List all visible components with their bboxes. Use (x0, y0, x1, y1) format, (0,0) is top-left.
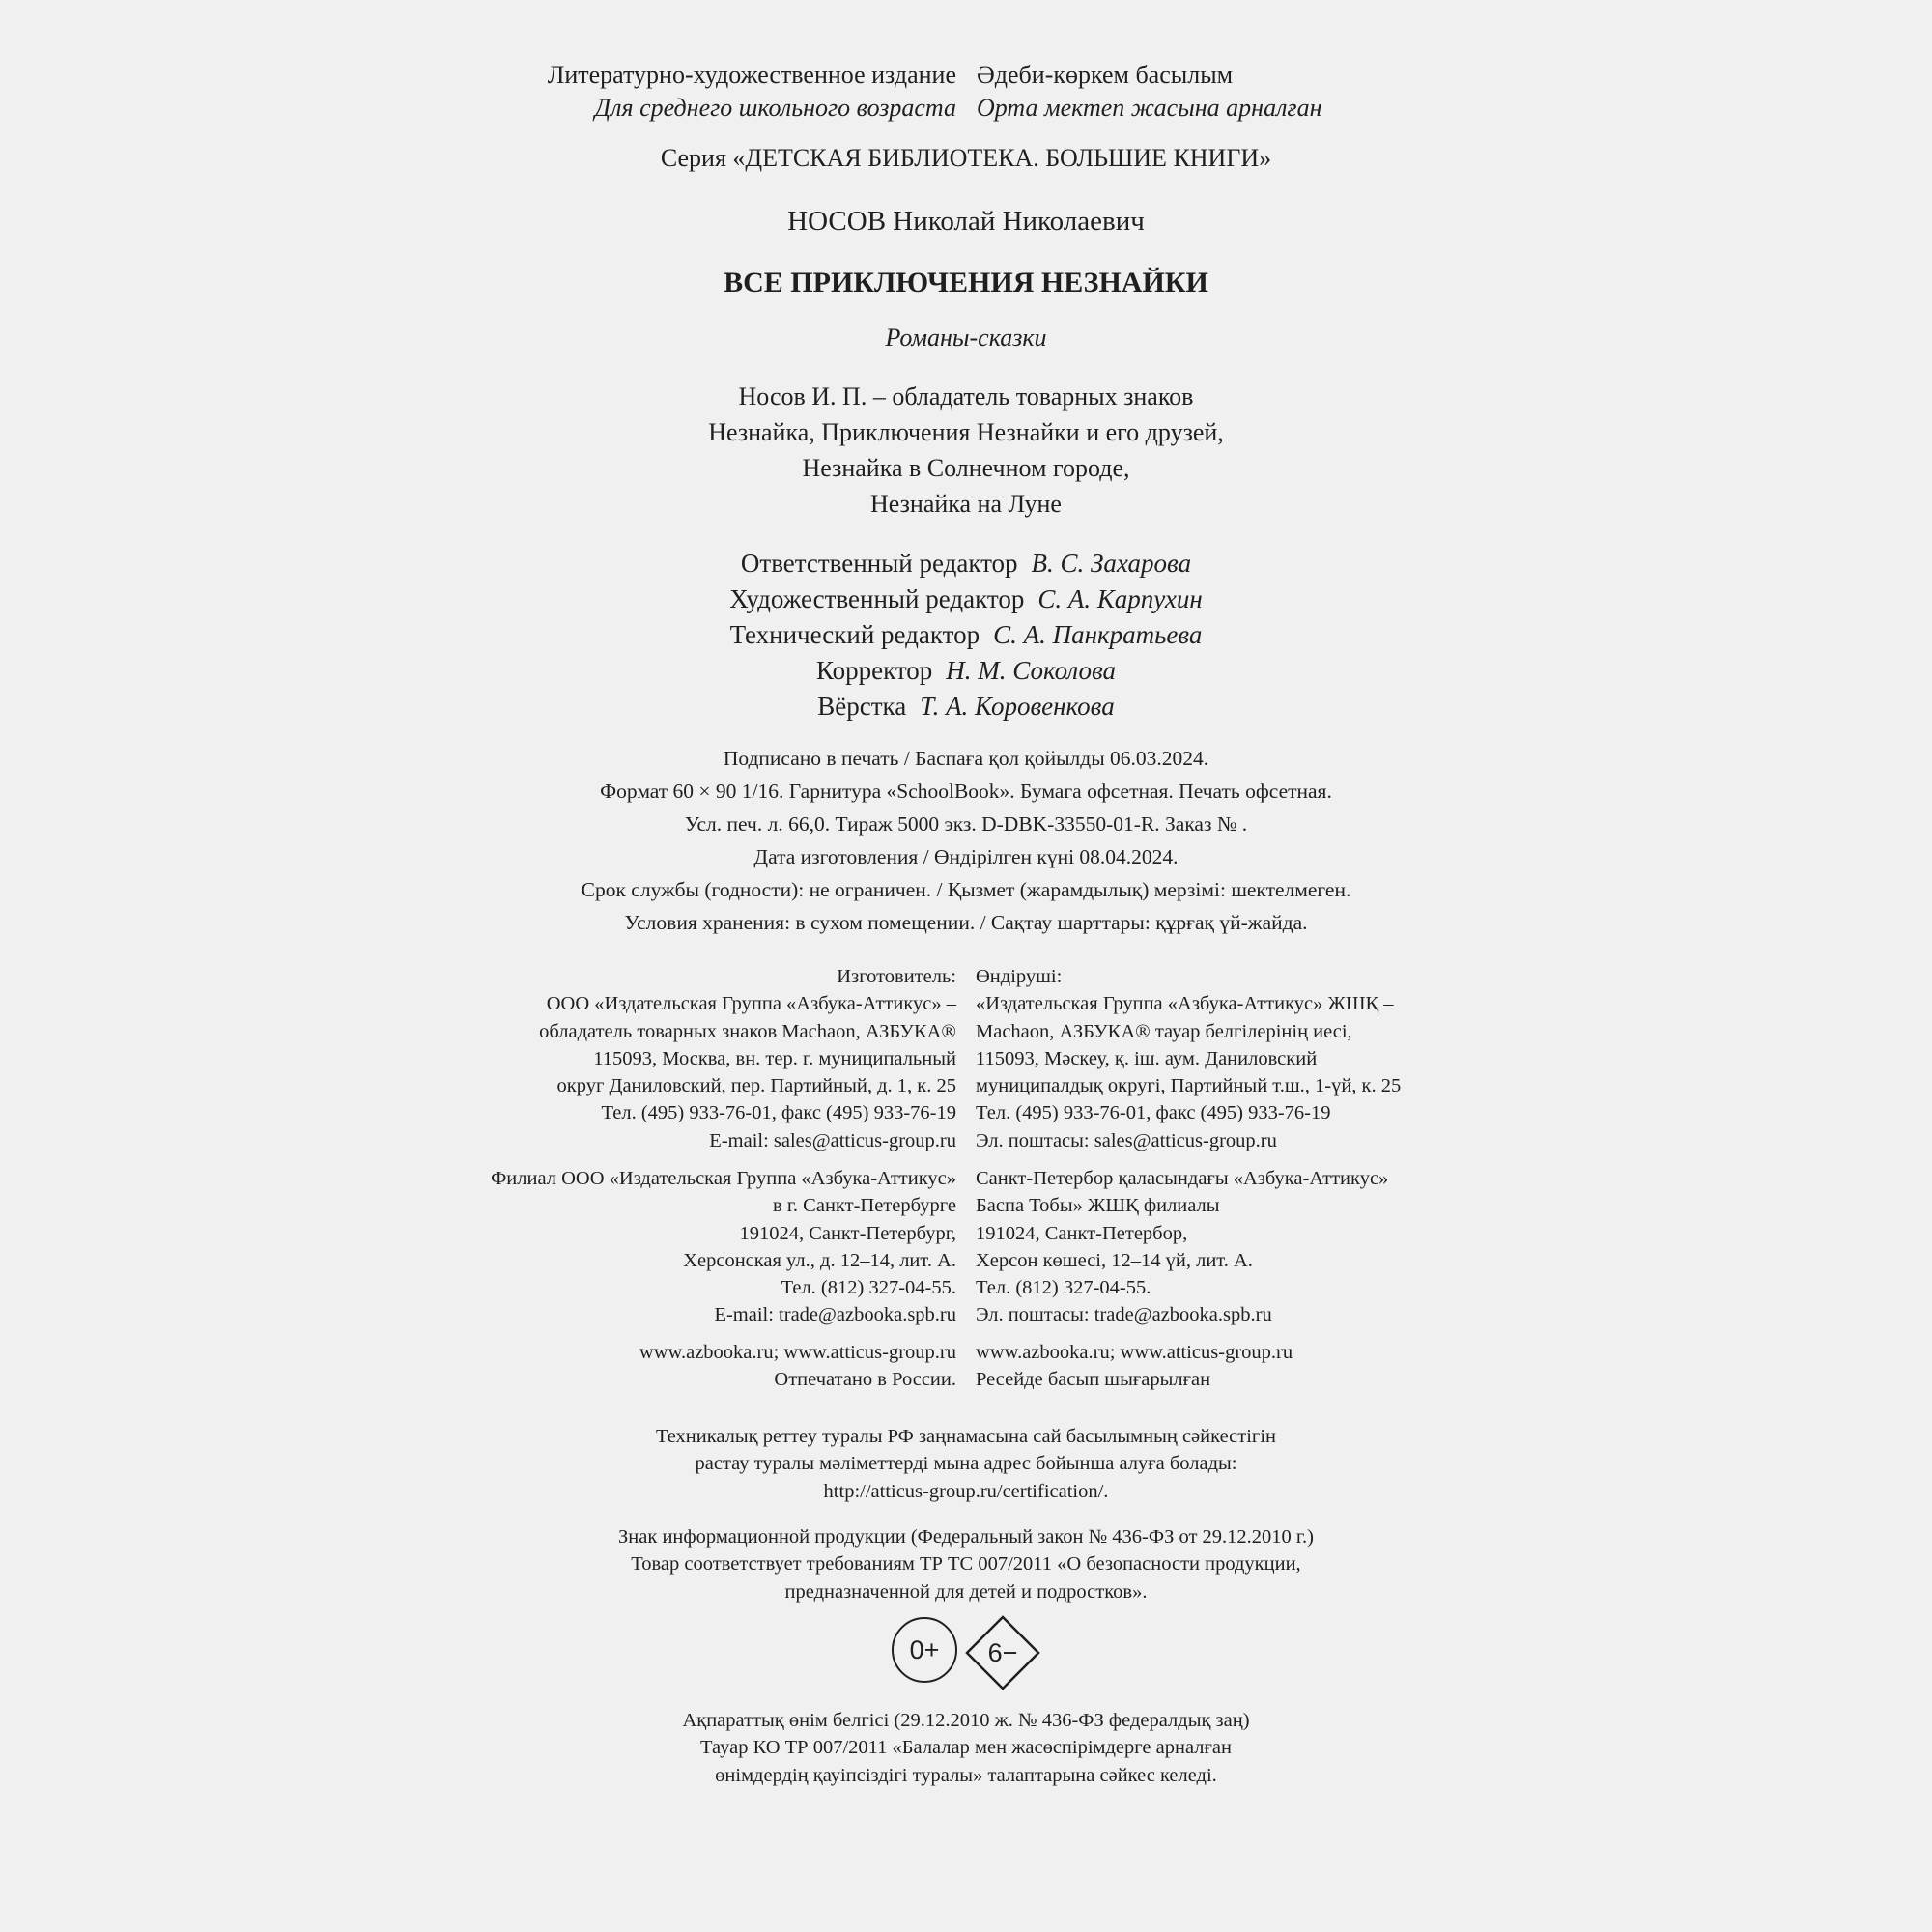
colophon-format: Формат 60 × 90 1/16. Гарнитура «SchoolBook». Бумага офсетная. Печать офсетная. (600, 780, 1332, 803)
credit-name: Н. М. Соколова (946, 656, 1117, 685)
manufacturer-moscow (0, 963, 1932, 1154)
imprint-kz: Machaon, АЗБУКА® тауар белгілерінің иесі, (976, 1020, 1352, 1042)
imprint-kz: 115093, Мәскеу, қ. іш. аум. Даниловский (976, 1047, 1318, 1069)
imprint-kz: Өндіруші: (976, 966, 1063, 987)
info-product-kz (0, 1707, 1932, 1789)
trademarks-line: Незнайка на Луне (870, 490, 1062, 518)
edition-header (0, 59, 1932, 125)
imprint-kz: «Издательская Группа «Азбука-Аттикус» ЖШҚ – (976, 993, 1394, 1015)
info-line: өнімдердің қауіпсіздігі туралы» талаптарына сәйкес келеді. (715, 1764, 1217, 1786)
certification-line: Техникалық реттеу туралы РФ заңнамасына сай басылымның сәйкестігін (655, 1426, 1277, 1447)
imprint-ru: Филиал ООО «Издательская Группа «Азбука-Аттикус» (491, 1168, 956, 1189)
age-rating-diamond (965, 1615, 1040, 1690)
book-title: ВСЕ ПРИКЛЮЧЕНИЯ НЕЗНАЙКИ (724, 267, 1208, 298)
colophon-manufactured: Дата изготовления / Өндірілген күні 08.04.2024. (753, 845, 1179, 868)
age-rating-diamond-label: 6− (987, 1637, 1018, 1667)
credit-line (0, 546, 1932, 582)
colophon-print-run: Усл. печ. л. 66,0. Тираж 5000 экз. D-DBK-33550-01-R. Заказ № . (684, 812, 1248, 836)
imprint-ru: округ Даниловский, пер. Партийный, д. 1, к. 25 (556, 1075, 956, 1097)
imprint-kz: Эл. поштасы: trade@azbooka.spb.ru (976, 1304, 1272, 1326)
printed-in-ru: Отпечатано в России. (774, 1369, 956, 1391)
info-line: Товар соответствует требованиям ТР ТС 007/2011 «О безопасности продукции, (631, 1553, 1301, 1576)
trademarks-block (0, 379, 1932, 522)
imprint-kz: муниципалдық округі, Партийный т.ш., 1-үй, к. 25 (976, 1075, 1402, 1097)
web-and-origin (0, 1339, 1932, 1394)
colophon-signed: Подписано в печать / Баспаға қол қойылды 06.03.2024. (723, 747, 1209, 770)
certification-url: http://atticus-group.ru/certification/. (823, 1480, 1109, 1502)
imprint-ru: 115093, Москва, вн. тер. г. муниципальный (593, 1047, 956, 1069)
credit-line (0, 653, 1932, 689)
credit-line (0, 617, 1932, 653)
imprint-ru: ООО «Издательская Группа «Азбука-Аттикус» – (546, 993, 956, 1015)
age-group-kz: Орта мектеп жасына арналған (977, 94, 1322, 122)
credit-role: Вёрстка (817, 692, 907, 721)
credit-name: В. С. Захарова (1031, 549, 1192, 578)
imprint-kz: Эл. поштасы: sales@atticus-group.ru (976, 1129, 1277, 1151)
imprint-kz: Баспа Тобы» ЖШҚ филиалы (976, 1195, 1220, 1217)
series-title: Серия «ДЕТСКАЯ БИБЛИОТЕКА. БОЛЬШИЕ КНИГИ» (660, 144, 1272, 172)
credit-name: С. А. Панкратьева (993, 620, 1203, 649)
website-links-ru: www.azbooka.ru; www.atticus-group.ru (639, 1342, 956, 1363)
imprint-kz: 191024, Санкт-Петербор, (976, 1222, 1188, 1244)
trademarks-line: Носов И. П. – обладатель товарных знаков (738, 383, 1194, 411)
credits-block (0, 546, 1932, 724)
imprint-ru: Херсонская ул., д. 12–14, лит. А. (683, 1249, 956, 1271)
credit-line (0, 582, 1932, 617)
credit-line (0, 689, 1932, 724)
imprint-ru: 191024, Санкт-Петербург, (739, 1222, 956, 1244)
edition-type-ru: Литературно-художественное издание (547, 61, 956, 89)
imprint-kz: Санкт-Петербор қаласындағы «Азбука-Аттикус» (976, 1168, 1389, 1189)
printed-in-kz: Ресейде басып шығарылған (976, 1369, 1211, 1391)
certification-line: растау туралы мәліметтерді мына адрес бойынша алуға болады: (695, 1453, 1237, 1475)
certification-block (0, 1423, 1932, 1505)
info-line: Тауар КО ТР 007/2011 «Балалар мен жасөспірімдерге арналған (700, 1737, 1232, 1759)
age-group-ru: Для среднего школьного возраста (594, 94, 956, 122)
genre: Романы-сказки (885, 324, 1047, 352)
branch-spb (0, 1165, 1932, 1329)
colophon-block (0, 742, 1932, 939)
imprint-kz: Херсон көшесі, 12–14 үй, лит. А. (976, 1249, 1253, 1271)
info-product-ru (0, 1523, 1932, 1605)
imprint-ru: Тел. (495) 933-76-01, факс (495) 933-76-19 (601, 1102, 956, 1124)
credit-role: Технический редактор (729, 620, 980, 649)
credit-name: С. А. Карпухин (1037, 584, 1203, 613)
imprint-ru: Тел. (812) 327-04-55. (781, 1277, 956, 1299)
colophon-shelf-life: Срок службы (годности): не ограничен. / Қызмет (жарамдылық) мерзімі: шектелмеген. (581, 878, 1351, 901)
credit-role: Ответственный редактор (740, 549, 1018, 578)
website-links-kz: www.azbooka.ru; www.atticus-group.ru (976, 1342, 1293, 1363)
trademarks-line: Незнайка в Солнечном городе, (802, 454, 1130, 482)
edition-type-kz: Әдеби-көркем басылым (977, 61, 1234, 89)
author-name: НОСОВ Николай Николаевич (787, 206, 1145, 237)
imprint-ru: в г. Санкт-Петербурге (773, 1195, 956, 1217)
imprint-ru: E-mail: trade@azbooka.spb.ru (714, 1304, 956, 1326)
age-rating-badges (0, 1615, 1932, 1689)
trademarks-line: Незнайка, Приключения Незнайки и его друзей, (708, 418, 1224, 446)
credit-role: Корректор (815, 656, 933, 685)
imprint-ru: E-mail: sales@atticus-group.ru (709, 1129, 956, 1151)
info-line: Ақпараттық өнім белгісі (29.12.2010 ж. № 436-ФЗ федералдық заң) (682, 1710, 1250, 1731)
colophon-storage: Условия хранения: в сухом помещении. / Сақтау шарттары: құрғақ үй-жайда. (624, 911, 1308, 934)
imprint-ru: обладатель товарных знаков Machaon, АЗБУКА® (539, 1020, 956, 1042)
info-line: Знак информационной продукции (Федеральный закон № 436-ФЗ от 29.12.2010 г.) (618, 1526, 1314, 1548)
imprint-ru: Изготовитель: (837, 966, 956, 987)
info-line: предназначенной для детей и подростков». (784, 1580, 1148, 1603)
age-rating-circle: 0+ (892, 1617, 957, 1683)
credit-role: Художественный редактор (729, 584, 1025, 613)
credit-name: Т. А. Коровенкова (920, 692, 1115, 721)
imprint-kz: Тел. (495) 933-76-01, факс (495) 933-76-19 (976, 1102, 1331, 1124)
imprint-kz: Тел. (812) 327-04-55. (976, 1277, 1151, 1299)
